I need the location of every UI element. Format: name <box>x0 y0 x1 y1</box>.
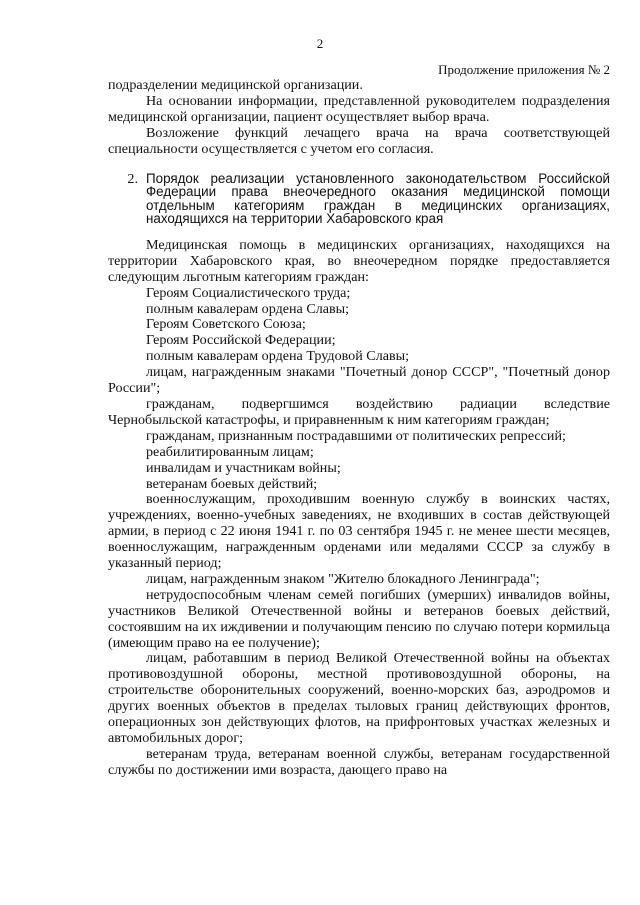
list-item: лицам, награжденным знаком "Жителю блокадного Ленинграда"; <box>146 570 540 587</box>
list-item: военнослужащим, проходившим военную службу в воинских частях, учреждениях, военно-учебных заведениях, не входивших в состав действующей армии, в период с 22 июня 1941 г. по 03 сентября 1945 г. не менее шести месяцев, военнослужащим, награжденным орденами или медалями СССР за службу в указанный период; <box>108 491 610 572</box>
list-item: нетрудоспособным членам семей погибших (умерших) инвалидов войны, участников Великой Отечественной войны и ветеранов боевых действий, состоявшим на их иждивении и получающим пенсию по случаю потери кормильца (имеющим право на ее получение); <box>108 586 610 651</box>
list-item: гражданам, подвергшимся воздействию радиации вследствие Чернобыльской катастрофы, и приравненным к ним категориям граждан; <box>108 395 610 428</box>
list-item: лицам, награжденным знаками "Почетный донор СССР", "Почетный донор России"; <box>108 364 610 397</box>
list-item: гражданам, признанным пострадавшими от политических репрессий; <box>146 427 566 444</box>
list-item: ветеранам боевых действий; <box>146 475 318 492</box>
list-item: ветеранам труда, ветеранам военной службы, ветеранам государственной службы по достижении ими возраста, дающего право на <box>108 745 610 778</box>
list-item: Героям Социалистического труда; <box>146 284 351 301</box>
list-item: Героям Российской Федерации; <box>146 332 336 349</box>
paragraph: подразделении медицинской организации. <box>108 77 363 93</box>
section-title: Порядок реализации установленного законодательством Российской Федерации права внеочередного оказания медицинской помощи отдельным категориям граждан в медицинских организациях, находящихся на территории Хабаровского края <box>146 170 610 227</box>
paragraph: Медицинская помощь в медицинских организациях, находящихся на территории Хабаровского края, во внеочередном порядке предоставляется следующим льготным категориям граждан: <box>108 236 610 285</box>
list-item: полным кавалерам ордена Трудовой Славы; <box>146 348 410 365</box>
list-item: Героям Советского Союза; <box>146 316 306 333</box>
list-item: инвалидам и участникам войны; <box>146 459 341 476</box>
list-item: реабилитированным лицам; <box>146 443 314 460</box>
page-number: 2 <box>316 36 324 51</box>
document-body <box>108 78 610 779</box>
paragraph: На основании информации, представленной руководителем подразделения медицинской организации, пациент осуществляет выбор врача. <box>108 92 610 125</box>
section-heading <box>108 172 610 226</box>
list-item: лицам, работавшим в период Великой Отечественной войны на объектах противовоздушной обороны, местной противовоздушной обороны, на строительстве оборонительных сооружений, военно-морских баз, аэродромов и других военных объектов в пределах тыловых границ действующих фронтов, операционных зон действующих флотов, на прифронтовых участках железных и автомобильных дорог; <box>108 650 610 746</box>
list-item: полным кавалерам ордена Славы; <box>146 300 350 317</box>
section-number: 2. <box>127 170 138 187</box>
appendix-label: Продолжение приложения № 2 <box>438 62 610 77</box>
paragraph: Возложение функций лечащего врача на врача соответствующей специальности осуществляется с учетом его согласия. <box>108 124 610 157</box>
